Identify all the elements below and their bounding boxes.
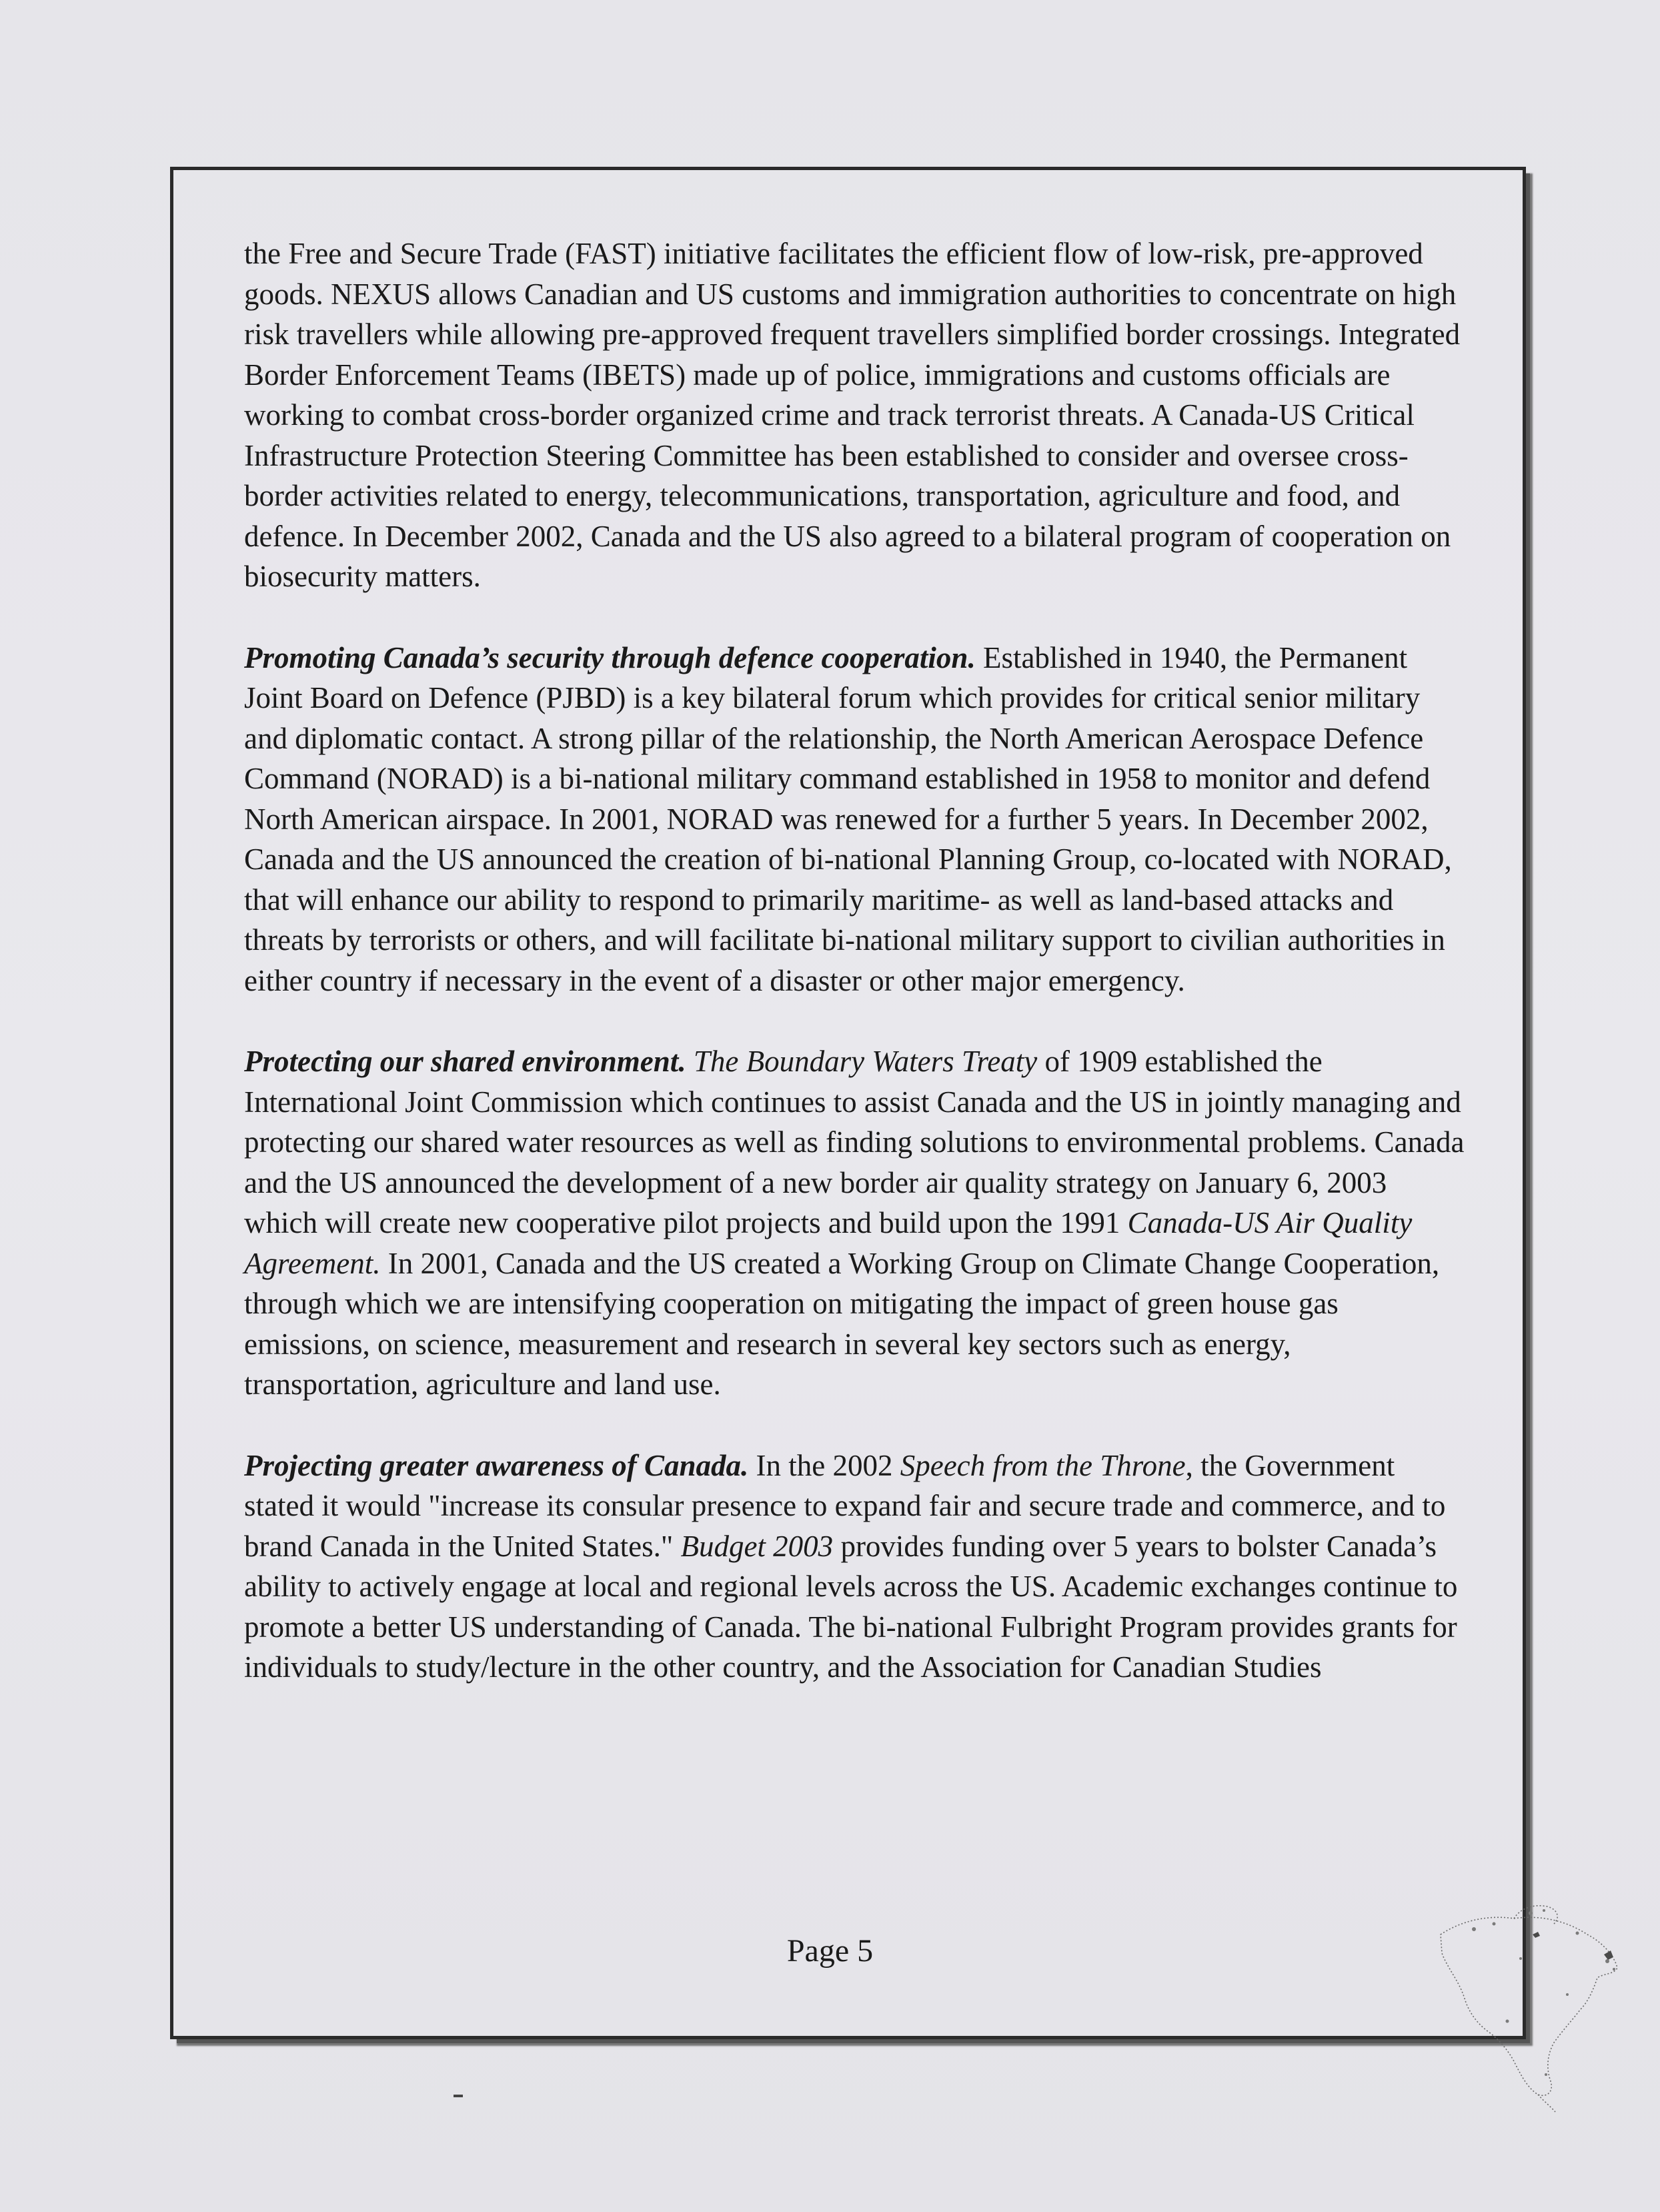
- citation-title: Canada-US Air Quality Agreement.: [244, 1206, 1413, 1280]
- paragraph-text: [686, 1045, 694, 1078]
- paragraph-lead-heading: Promoting Canada’s security through defence cooperation.: [244, 640, 976, 674]
- paragraph-text: of 1909 established the International Joint Commission which continues to assist Canada and the US in jointly managing and protecting our shared water resources as well as finding solutions to environmental problems. Canada and the US announced the development of a new border air quality strategy on January 6, 2003 which will create new cooperative pilot projects and build upon the 1991: [244, 1045, 1465, 1239]
- citation-title: Budget 2003: [680, 1529, 834, 1563]
- north-america-map-icon: [1414, 1894, 1641, 2115]
- body-paragraph: [244, 233, 1465, 597]
- citation-title: Speech from the Throne: [900, 1448, 1186, 1482]
- paragraph-text: the Free and Secure Trade (FAST) initiative facilitates the efficient flow of low-risk, pre-approved goods. NEXUS allows Canadian and US customs and immigration authorities to concentrate on high risk travellers while allowing pre-approved frequent travellers simplified border crossings. Integrated Border Enforcement Teams (IBETS) made up of police, immigrations and customs officials are working to combat cross-border organized crime and track terrorist threats. A Canada-US Critical Infrastructure Protection Steering Committee has been established to consider and oversee cross-border activities related to energy, telecommunications, transportation, agriculture and food, and defence. In December 2002, Canada and the US also agreed to a bilateral program of cooperation on biosecurity matters.: [244, 237, 1461, 593]
- body-paragraph: [244, 1041, 1465, 1405]
- paragraph-text: provides funding over 5 years to bolster Canada’s ability to actively engage at local and regional levels across the US. Academic exchanges continue to promote a better US understanding of Canada. The bi-national Fulbright Program provides grants for individuals to study/lecture in the other country, and the Association for Canadian Studies: [244, 1529, 1458, 1684]
- paragraph-lead-heading: Protecting our shared environment.: [244, 1045, 686, 1078]
- body-paragraph: [244, 1446, 1465, 1688]
- paragraph-text: , the Government stated it would "increase its consular presence to expand fair and secure trade and commerce, and to brand Canada in the United States.": [244, 1448, 1446, 1563]
- body-paragraph: [244, 638, 1465, 1001]
- citation-title: The Boundary Waters Treaty: [693, 1045, 1038, 1078]
- document-body: [244, 233, 1465, 1728]
- paragraph-text: In the 2002: [748, 1448, 900, 1482]
- paragraph-text: In 2001, Canada and the US created a Working Group on Climate Change Cooperation, through which we are intensifying cooperation on mitigating the impact of green house gas emissions, on science, measurement and research in several key sectors such as energy, transportation, agriculture and land use.: [244, 1246, 1440, 1401]
- paragraph-text: Established in 1940, the Permanent Joint Board on Defence (PJBD) is a key bilateral forum which provides for critical senior military and diplomatic contact. A strong pillar of the relationship, the North American Aerospace Defence Command (NORAD) is a bi-national military command established in 1958 to monitor and defend North American airspace. In 2001, NORAD was renewed for a further 5 years. In December 2002, Canada and the US announced the creation of bi-national Planning Group, co-located with NORAD, that will enhance our ability to respond to primarily maritime- as well as land-based attacks and threats by terrorists or others, and will facilitate bi-national military support to civilian authorities in either country if necessary in the event of a disaster or other major emergency.: [244, 640, 1452, 997]
- paragraph-lead-heading: Projecting greater awareness of Canada.: [244, 1448, 749, 1482]
- stray-ink-mark: [454, 2095, 463, 2097]
- page-number: Page 5: [786, 1933, 874, 1969]
